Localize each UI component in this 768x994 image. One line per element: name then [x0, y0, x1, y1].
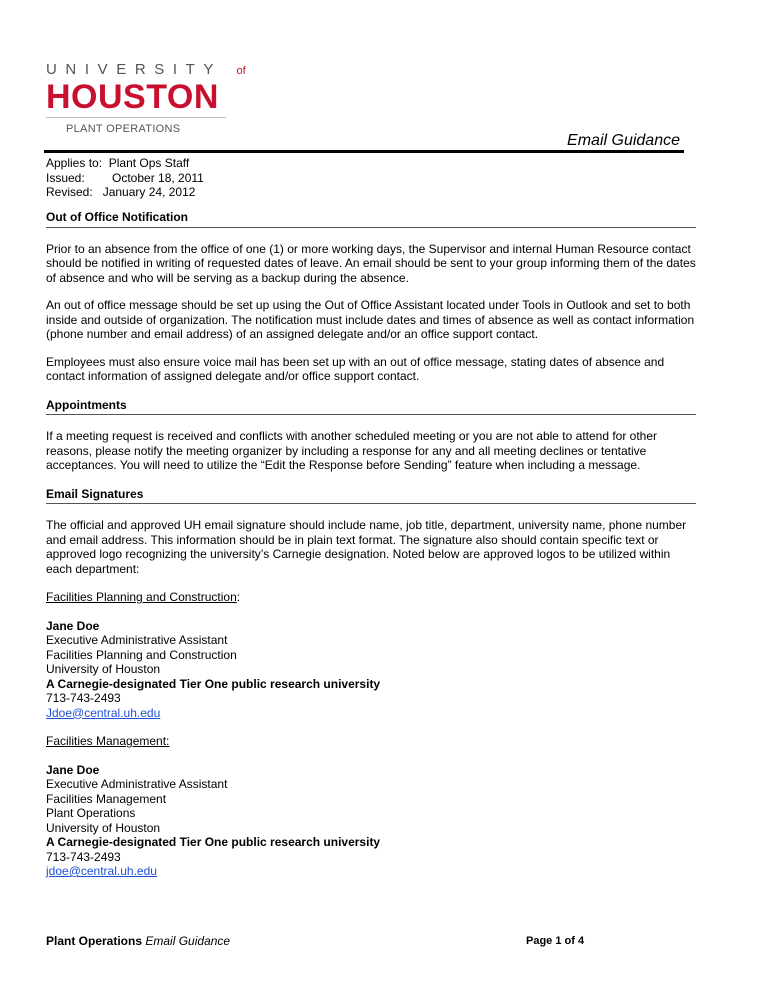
subheading-facilities-management: Facilities Management: — [46, 734, 170, 748]
signature-title: Executive Administrative Assistant — [46, 777, 228, 791]
paragraph: An out of office message should be set up using the Out of Office Assistant located under Tools in Outlook and set to both inside and outside of organization. The notification must include dates and times of absence as well as contact information (phone number and email address) of an assigned delegate and/or an office support contact. — [46, 298, 695, 341]
signature-email-link[interactable]: jdoe@central.uh.edu — [46, 864, 157, 878]
uh-plant-operations-logo — [46, 61, 246, 135]
logo-houston-text: HOUSTON — [46, 78, 219, 116]
signature-phone: 713-743-2493 — [46, 849, 121, 864]
signature-name: Jane Doe — [46, 762, 100, 777]
signature-email-link[interactable]: Jdoe@central.uh.edu — [46, 705, 161, 720]
logo-university-text: UNIVERSITY of — [46, 61, 246, 78]
footer-document-label: Plant Operations Email Guidance — [46, 934, 231, 948]
signature-tagline: A Carnegie-designated Tier One public research university — [46, 676, 381, 691]
section-heading-email-signatures: Email Signatures — [46, 487, 696, 505]
signature-block-fpc — [46, 619, 696, 721]
paragraph: If a meeting request is received and conflicts with another scheduled meeting or you are not able to attend for other reasons, please notify the meeting organizer by including a response for any and all meeting declines or tentative acceptances. You will need to utilize the “Edit the Response before Sending” feature when including a message. — [46, 429, 658, 472]
signature-tagline: A Carnegie-designated Tier One public research university — [46, 835, 381, 849]
paragraph: Prior to an absence from the office of one (1) or more working days, the Supervisor and internal Human Resource contact should be notified in writing of requested dates of leave. An email should be sent to your group informing them of the dates of absence and who will be serving as a backup during the absence. — [46, 241, 696, 285]
signature-university: University of Houston — [46, 820, 161, 835]
signature-title: Executive Administrative Assistant — [46, 633, 228, 647]
signature-department: Facilities Management — [46, 791, 167, 806]
meta-revised: Revised: January 24, 2012 — [46, 185, 196, 199]
signature-department-2: Plant Operations — [46, 806, 136, 820]
subheading-facilities-planning: Facilities Planning and Construction: — [46, 590, 241, 604]
signature-name: Jane Doe — [46, 618, 100, 633]
logo-plant-operations-text: PLANT OPERATIONS — [66, 123, 181, 135]
section-heading-out-of-office: Out of Office Notification — [46, 210, 696, 228]
document-meta — [46, 156, 204, 200]
signature-university: University of Houston — [46, 662, 161, 676]
logo-divider — [46, 117, 226, 118]
signature-department: Facilities Planning and Construction — [46, 647, 237, 662]
section-heading-appointments: Appointments — [46, 398, 696, 416]
signature-phone: 713-743-2493 — [46, 691, 121, 705]
signature-block-fm — [46, 763, 696, 879]
document-title: Email Guidance — [567, 132, 680, 149]
paragraph: The official and approved UH email signature should include name, job title, department, university name, phone number and email address. This information should be in plain text format. The signature also should contain specific text or approved logo recognizing the university’s Carnegie designation. Noted below are approved logos to be utilized within each department: — [46, 518, 687, 576]
title-rule — [44, 150, 684, 153]
paragraph: Employees must also ensure voice mail has been set up with an out of office message, stating dates of absence and contact information of assigned delegate and/or office support contact. — [46, 354, 665, 383]
document-body — [46, 210, 696, 879]
meta-applies: Applies to: Plant Ops Staff — [46, 156, 190, 170]
meta-issued: Issued: October 18, 2011 — [46, 170, 204, 185]
footer-page-number: Page 1 of 4 — [526, 935, 585, 947]
